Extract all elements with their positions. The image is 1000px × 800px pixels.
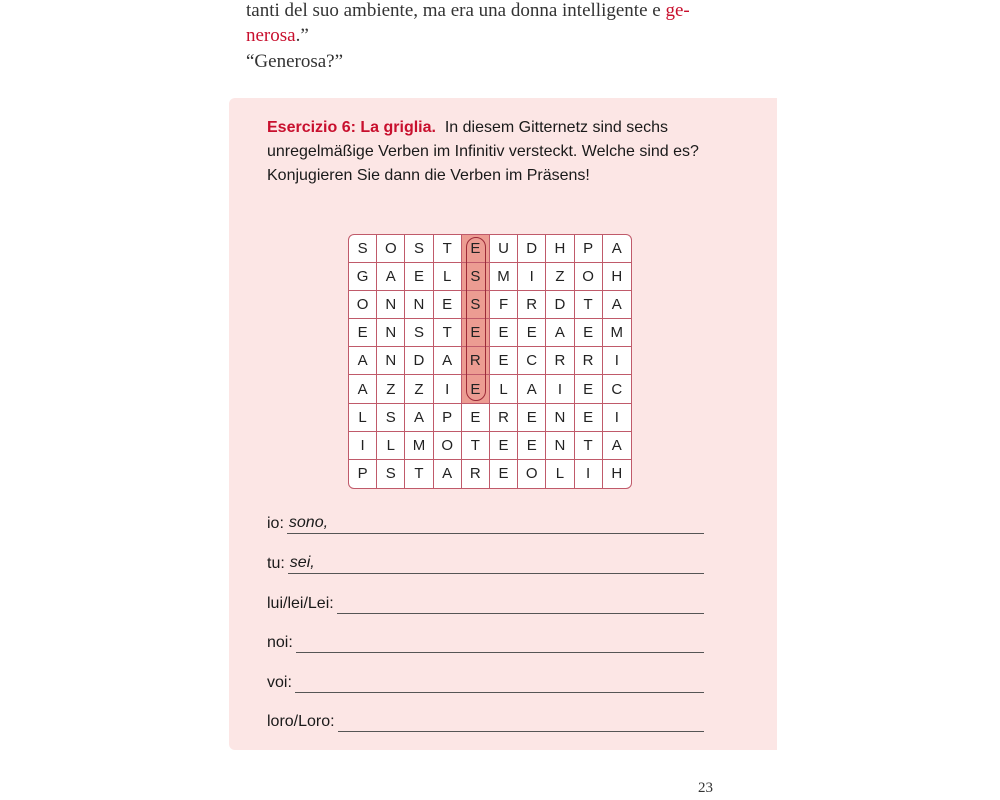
answer-input-line[interactable]	[296, 632, 704, 653]
grid-cell[interactable]: N	[546, 432, 574, 460]
grid-cell[interactable]: S	[462, 263, 490, 291]
exercise-title: Esercizio 6: La griglia.	[267, 119, 436, 136]
grid-cell[interactable]: R	[462, 460, 490, 488]
grid-cell[interactable]: O	[518, 460, 546, 488]
grid-cell[interactable]: I	[575, 460, 603, 488]
exercise-instructions	[267, 116, 747, 188]
answer-row	[267, 708, 704, 732]
grid-cell[interactable]: I	[434, 375, 462, 403]
grid-cell[interactable]: C	[518, 347, 546, 375]
grid-cell[interactable]: M	[490, 263, 518, 291]
grid-cell[interactable]: S	[377, 404, 405, 432]
grid-cell[interactable]: H	[603, 263, 631, 291]
grid-cell[interactable]: U	[490, 235, 518, 263]
grid-cell[interactable]: P	[434, 404, 462, 432]
grid-cell[interactable]: D	[546, 291, 574, 319]
grid-cell[interactable]: I	[603, 404, 631, 432]
grid-cell[interactable]: L	[490, 375, 518, 403]
answer-label: lui/lei/Lei:	[267, 595, 334, 612]
grid-cell[interactable]: E	[434, 291, 462, 319]
grid-cell[interactable]: A	[546, 319, 574, 347]
grid-cell[interactable]: I	[603, 347, 631, 375]
grid-cell[interactable]: A	[518, 375, 546, 403]
grid-cell[interactable]: G	[349, 263, 377, 291]
grid-cell[interactable]: I	[518, 263, 546, 291]
grid-cell[interactable]: R	[546, 347, 574, 375]
answer-label: voi:	[267, 674, 292, 691]
grid-cell[interactable]: E	[490, 460, 518, 488]
grid-cell[interactable]: E	[575, 375, 603, 403]
grid-cell[interactable]: E	[490, 432, 518, 460]
grid-cell[interactable]: M	[405, 432, 433, 460]
grid-cell[interactable]: T	[405, 460, 433, 488]
grid-cell[interactable]: O	[575, 263, 603, 291]
answer-input-line[interactable]	[295, 672, 704, 693]
grid-cell[interactable]: L	[349, 404, 377, 432]
story-line-2-highlight: nerosa	[246, 25, 296, 46]
grid-cell[interactable]: I	[349, 432, 377, 460]
grid-cell[interactable]: E	[349, 319, 377, 347]
word-search-cells	[349, 235, 631, 488]
grid-cell[interactable]: M	[603, 319, 631, 347]
grid-cell[interactable]: E	[490, 319, 518, 347]
exercise-box	[229, 98, 777, 750]
grid-cell[interactable]: H	[546, 235, 574, 263]
grid-cell[interactable]: D	[405, 347, 433, 375]
answer-input-line[interactable]: sei,	[288, 553, 704, 574]
grid-cell[interactable]: F	[490, 291, 518, 319]
story-line-3: “Generosa?”	[246, 51, 344, 72]
grid-cell[interactable]: Z	[377, 375, 405, 403]
answer-label: io:	[267, 515, 284, 532]
grid-cell[interactable]: E	[462, 404, 490, 432]
grid-cell[interactable]: S	[377, 460, 405, 488]
grid-cell[interactable]: E	[518, 404, 546, 432]
grid-cell[interactable]: O	[377, 235, 405, 263]
grid-cell[interactable]: A	[405, 404, 433, 432]
grid-cell[interactable]: A	[349, 375, 377, 403]
grid-cell[interactable]: N	[377, 319, 405, 347]
answer-row	[267, 669, 704, 693]
grid-cell[interactable]: N	[546, 404, 574, 432]
grid-cell[interactable]: L	[546, 460, 574, 488]
page-number: 23	[698, 780, 713, 796]
grid-cell[interactable]: A	[434, 347, 462, 375]
grid-cell[interactable]: D	[518, 235, 546, 263]
grid-cell[interactable]: R	[462, 347, 490, 375]
grid-cell[interactable]: A	[377, 263, 405, 291]
answer-input-line[interactable]	[338, 711, 704, 732]
grid-cell[interactable]: I	[546, 375, 574, 403]
grid-cell[interactable]: E	[518, 319, 546, 347]
story-line-1	[246, 0, 690, 22]
grid-cell[interactable]: E	[575, 319, 603, 347]
grid-cell[interactable]: A	[434, 460, 462, 488]
answer-row	[267, 510, 704, 534]
story-line-2	[246, 25, 309, 47]
grid-cell[interactable]: T	[575, 432, 603, 460]
grid-cell[interactable]: E	[518, 432, 546, 460]
grid-cell[interactable]: S	[349, 235, 377, 263]
grid-cell[interactable]: A	[349, 347, 377, 375]
exercise-instructions-text: In diesem Gitternetz sind sechs unregelmäßige Verben im Infinitiv versteckt. Welche sind es? Konjugieren Sie dann die Verben im Präsens!	[267, 119, 699, 184]
grid-cell[interactable]: E	[490, 347, 518, 375]
grid-cell[interactable]: T	[575, 291, 603, 319]
found-word-oval	[466, 237, 486, 401]
grid-cell[interactable]: A	[603, 432, 631, 460]
grid-cell[interactable]: A	[603, 291, 631, 319]
grid-cell[interactable]: E	[462, 375, 490, 403]
grid-cell[interactable]: T	[462, 432, 490, 460]
grid-cell[interactable]: A	[603, 235, 631, 263]
grid-cell[interactable]: E	[575, 404, 603, 432]
grid-cell[interactable]: H	[611, 465, 623, 483]
grid-cell[interactable]: T	[434, 235, 462, 263]
grid-cell[interactable]: R	[575, 347, 603, 375]
answer-label: noi:	[267, 634, 293, 651]
story-line-1-highlight: ge-	[665, 0, 690, 21]
grid-cell[interactable]: E	[405, 263, 433, 291]
answer-row	[267, 590, 704, 614]
grid-cell[interactable]: E	[462, 319, 490, 347]
grid-cell[interactable]: P	[349, 460, 377, 488]
grid-cell[interactable]: Z	[546, 263, 574, 291]
grid-cell[interactable]: O	[349, 291, 377, 319]
grid-cell[interactable]: O	[434, 432, 462, 460]
story-line-1-text: tanti del suo ambiente, ma era una donna intelligente e	[246, 0, 666, 21]
grid-cell[interactable]: E	[462, 235, 490, 263]
answer-input-line[interactable]: sono,	[287, 513, 704, 534]
grid-cell[interactable]: S	[462, 291, 490, 319]
grid-cell[interactable]: N	[377, 291, 405, 319]
grid-cell[interactable]: L	[377, 432, 405, 460]
grid-cell[interactable]: C	[603, 375, 631, 403]
grid-cell[interactable]: R	[518, 291, 546, 319]
answer-label: loro/Loro:	[267, 713, 335, 730]
grid-cell[interactable]: N	[377, 347, 405, 375]
grid-cell[interactable]: S	[405, 235, 433, 263]
grid-cell[interactable]: S	[405, 319, 433, 347]
grid-cell[interactable]: L	[434, 263, 462, 291]
answer-input-line[interactable]	[337, 593, 704, 614]
grid-cell[interactable]: N	[405, 291, 433, 319]
grid-cell[interactable]: R	[490, 404, 518, 432]
answer-row	[267, 550, 704, 574]
grid-cell[interactable]: P	[575, 235, 603, 263]
word-search-grid	[348, 234, 632, 489]
answer-label: tu:	[267, 555, 285, 572]
grid-cell[interactable]: T	[434, 319, 462, 347]
story-line-2-text: .”	[295, 25, 309, 46]
answer-row	[267, 629, 704, 653]
grid-cell[interactable]: Z	[405, 375, 433, 403]
